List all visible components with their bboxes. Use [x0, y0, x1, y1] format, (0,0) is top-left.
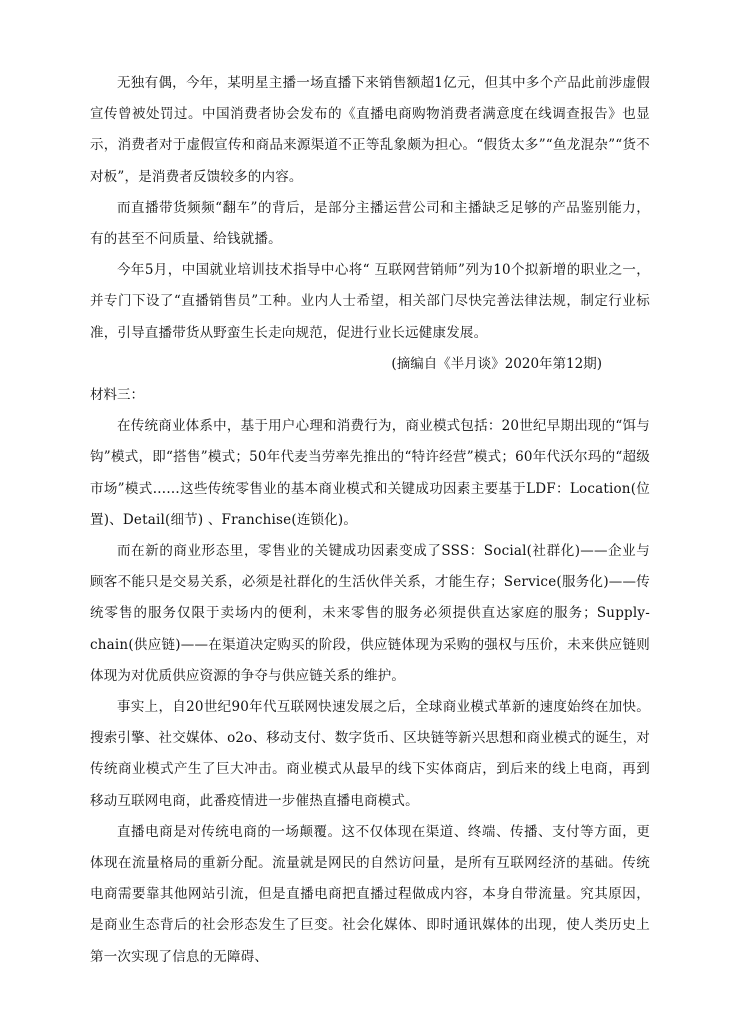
paragraph-rollover-cause: 而直播带货频频“翻车”的背后，是部分主播运营公司和主播缺乏足够的产品鉴别能力，有的甚至不问质量、给钱就播。	[90, 199, 650, 248]
paragraph-traditional-model: 在传统商业体系中，基于用户心理和消费行为，商业模式包括：20世纪早期出现的“饵与钩”模式，即“搭售”模式；50年代麦当劳率先推出的“特许经营”模式；60年代沃尔玛的“超级市场”模式……这些传统零售业的基本商业模式和关键成功因素主要基于LDF：Location(位置)、Detail(细节) 、Franchise(连锁化)。	[90, 418, 650, 528]
paragraph-live-ecommerce: 直播电商是对传统电商的一场颠覆。这不仅体现在渠道、终端、传播、支付等方面，更体现在流量格局的重新分配。流量就是网民的自然访问量，是所有互联网经济的基础。传统电商需要靠其他网站引流，但是直播电商把直播过程做成内容，本身自带流量。究其原因，是商业生态背后的社会形态发生了巨变。社会化媒体、即时通讯媒体的出现，使人类历史上第一次实现了信息的无障碍、	[90, 823, 650, 965]
source-citation: (摘编自《半月谈》2020年第12期)	[391, 355, 602, 372]
paragraph-new-model-sss: 而在新的商业形态里，零售业的关键成功因素变成了SSS：Social(社群化)——企业与顾客不能只是交易关系，必须是社群化的生活伙伴关系，才能生存；Service(服务化)——传统零售的服务仅限于卖场内的便利，未来零售的服务必须提供直达家庭的服务；Supply-chain(供应链)——在渠道决定购买的阶段，供应链体现为采购的强权与压价，未来供应链则体现为对优质供应资源的争夺与供应链关系的维护。	[90, 543, 650, 684]
paragraph-new-occupation: 今年5月，中国就业培训技术指导中心将“ 互联网营销师”列为10个拟新增的职业之一，并专门下设了“直播销售员”工种。业内人士希望，相关部门尽快完善法律法规，制定行业标准，引导直播带货从野蛮生长走向规范，促进行业长远健康发展。	[90, 262, 650, 341]
material-three-label: 材料三：	[90, 387, 144, 404]
document-page	[90, 68, 650, 973]
paragraph-internet-innovation: 事实上，自20世纪90年代互联网快速发展之后，全球商业模式革新的速度始终在加快。搜索引擎、社交媒体、o2o、移动支付、数字货币、区块链等新兴思想和商业模式的诞生，对传统商业模式产生了巨大冲击。商业模式从最早的线下实体商店，到后来的线上电商，再到移动互联网电商，此番疫情进一步催热直播电商模式。	[90, 699, 650, 809]
paragraph-fake-promotion: 无独有偶，今年，某明星主播一场直播下来销售额超1亿元，但其中多个产品此前涉虚假宣传曾被处罚过。中国消费者协会发布的《直播电商购物消费者满意度在线调查报告》也显示，消费者对于虚假宣传和商品来源渠道不正等乱象颇为担心。“假货太多”“鱼龙混杂”“货不对板”，是消费者反馈较多的内容。	[90, 75, 650, 185]
